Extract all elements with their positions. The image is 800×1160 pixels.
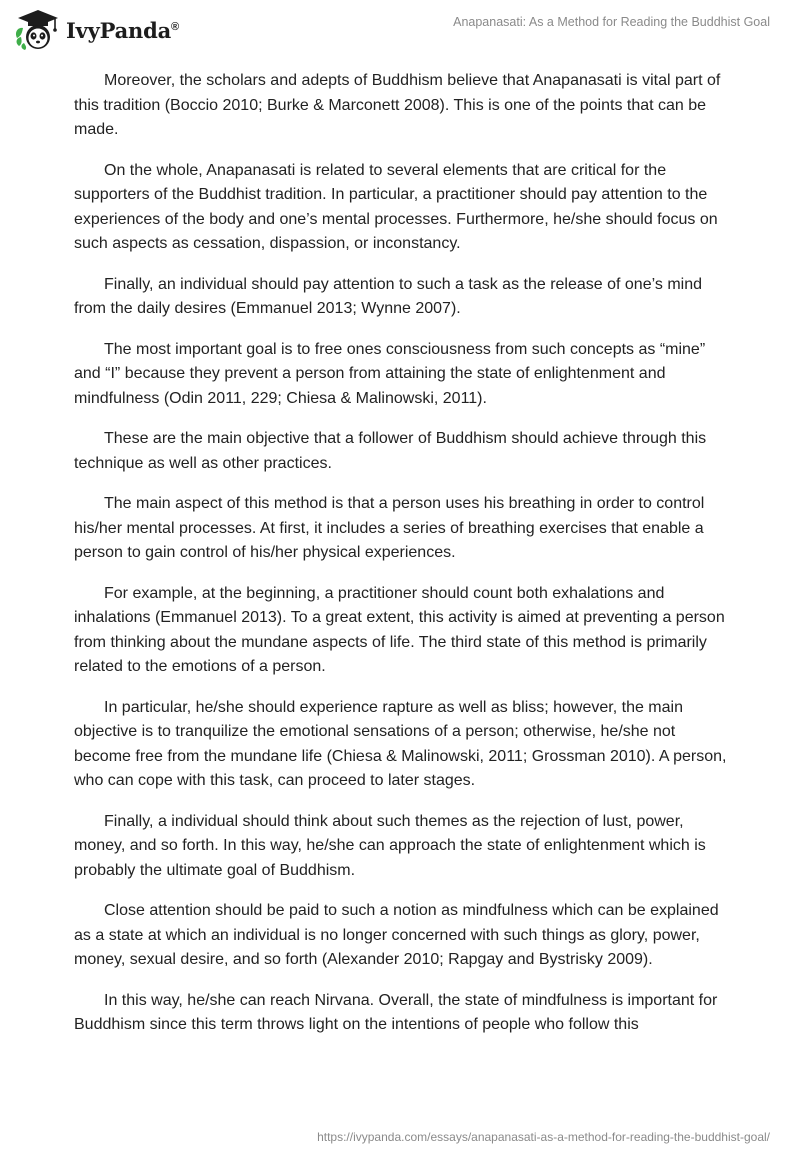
- paragraph: On the whole, Anapanasati is related to several elements that are critical for the supporters of the Buddhist tradition. In particular, a practitioner should pay attention to the experiences of the body and one’s mental processes. Furthermore, he/she should focus on such aspects as cessation, dispassion, or inconstancy.: [74, 161, 718, 252]
- registered-mark: ®: [171, 20, 179, 33]
- paragraph: These are the main objective that a follower of Buddhism should achieve through this technique as well as other practices.: [74, 430, 707, 472]
- paragraph: Finally, an individual should pay attention to such a task as the release of one’s mind from the daily desires (Emmanuel 2013; Wynne 2007).: [74, 275, 702, 317]
- panda-graduation-cap-icon: [14, 8, 62, 52]
- paragraph: For example, at the beginning, a practitioner should count both exhalations and inhalations (Emmanuel 2013). To a great extent, this activity is aimed at preventing a person from thinking about the mundane aspects of life. The third state of this method is primarily related to the emotions of a person.: [74, 584, 725, 675]
- paragraph: The main aspect of this method is that a person uses his breathing in order to control his/her mental processes. At first, it includes a series of breathing exercises that enable a person to gain control of his/her physical experiences.: [74, 495, 705, 561]
- essay-body: [74, 69, 734, 1054]
- paragraph: In particular, he/she should experience rapture as well as bliss; however, the main objective is to tranquilize the emotional sensations of a person; otherwise, he/she not become free from the mundane life (Chiesa & Malinowski, 2011; Grossman 2010). A person, who can cope with this task, can proceed to later stages.: [74, 698, 727, 789]
- paragraph: Finally, a individual should think about such themes as the rejection of lust, power, money, and so forth. In this way, he/she can approach the state of enlightenment which is probably the ultimate goal of Buddhism.: [74, 812, 706, 879]
- paragraph: The most important goal is to free ones consciousness from such concepts as “mine” and “I” because they prevent a person from attaining the state of enlightenment and mindfulness (Odin 2011, 229; Chiesa & Malinowski, 2011).: [74, 340, 706, 407]
- paragraph: Moreover, the scholars and adepts of Buddhism believe that Anapanasati is vital part of this tradition (Boccio 2010; Burke & Marconett 2008). This is one of the points that can be made.: [74, 72, 721, 138]
- logo-wordmark: IvyPanda®: [66, 17, 179, 43]
- paragraph: In this way, he/she can reach Nirvana. Overall, the state of mindfulness is important for Buddhism since this term throws light on the intentions of people who follow this: [74, 991, 718, 1033]
- document-title: Anapanasati: As a Method for Reading the Buddhist Goal: [453, 15, 770, 29]
- source-url-link[interactable]: https://ivypanda.com/essays/anapanasati-as-a-method-for-reading-the-buddhist-goal/: [317, 1130, 770, 1144]
- paragraph: Close attention should be paid to such a notion as mindfulness which can be explained as a state at which an individual is no longer concerned with such things as glory, power, money, sexual desire, and so forth (Alexander 2010; Rapgay and Bystrisky 2009).: [74, 902, 719, 968]
- ivypanda-logo[interactable]: [14, 8, 179, 52]
- page-header: [0, 0, 800, 60]
